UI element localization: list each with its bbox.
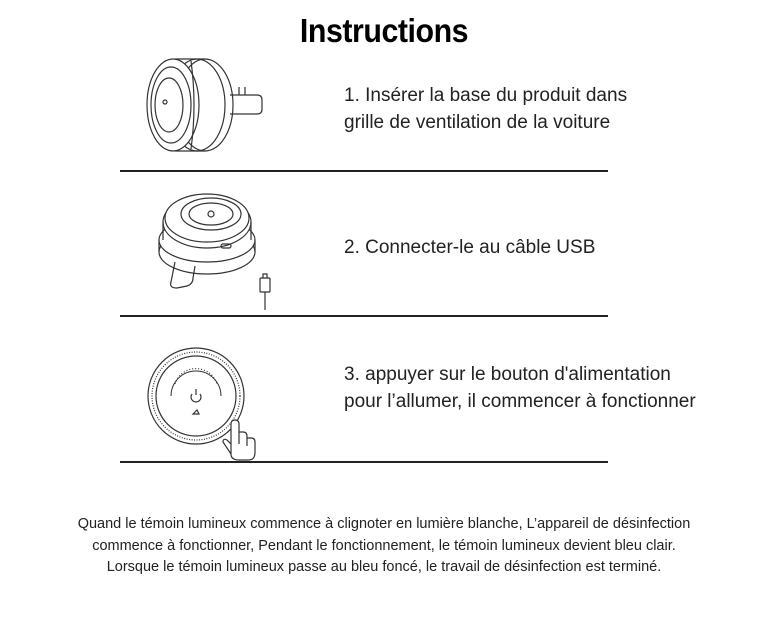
divider: [120, 461, 608, 463]
divider: [120, 170, 608, 172]
vent-clip-device-icon: [135, 57, 285, 157]
power-button-press-icon: [135, 344, 285, 462]
step-2: [120, 182, 608, 322]
page-title: Instructions: [299, 12, 469, 49]
step-1-text: 1. Insérer la base du produit dans grille de ventilation de la voiture: [344, 85, 628, 133]
divider: [120, 315, 608, 317]
usb-cable-device-icon: [135, 182, 285, 312]
step-3-text: 3. appuyer sur le bouton d'alimentation pour l’allumer, il commencer à fonctionner: [344, 364, 696, 412]
footer-note: Quand le témoin lumineux commence à clignoter en lumière blanche, L’appareil de désinfection commence à fonctionner, Pendant le fonctionnement, le témoin lumineux devient bleu clair. Lorsque le témoin lumineux passe au bleu foncé, le travail de désinfection est terminé.: [77, 516, 691, 575]
step-2-text: 2. Connecter-le au câble USB: [344, 237, 596, 258]
step-3: [120, 340, 696, 470]
step-1: [120, 55, 628, 175]
